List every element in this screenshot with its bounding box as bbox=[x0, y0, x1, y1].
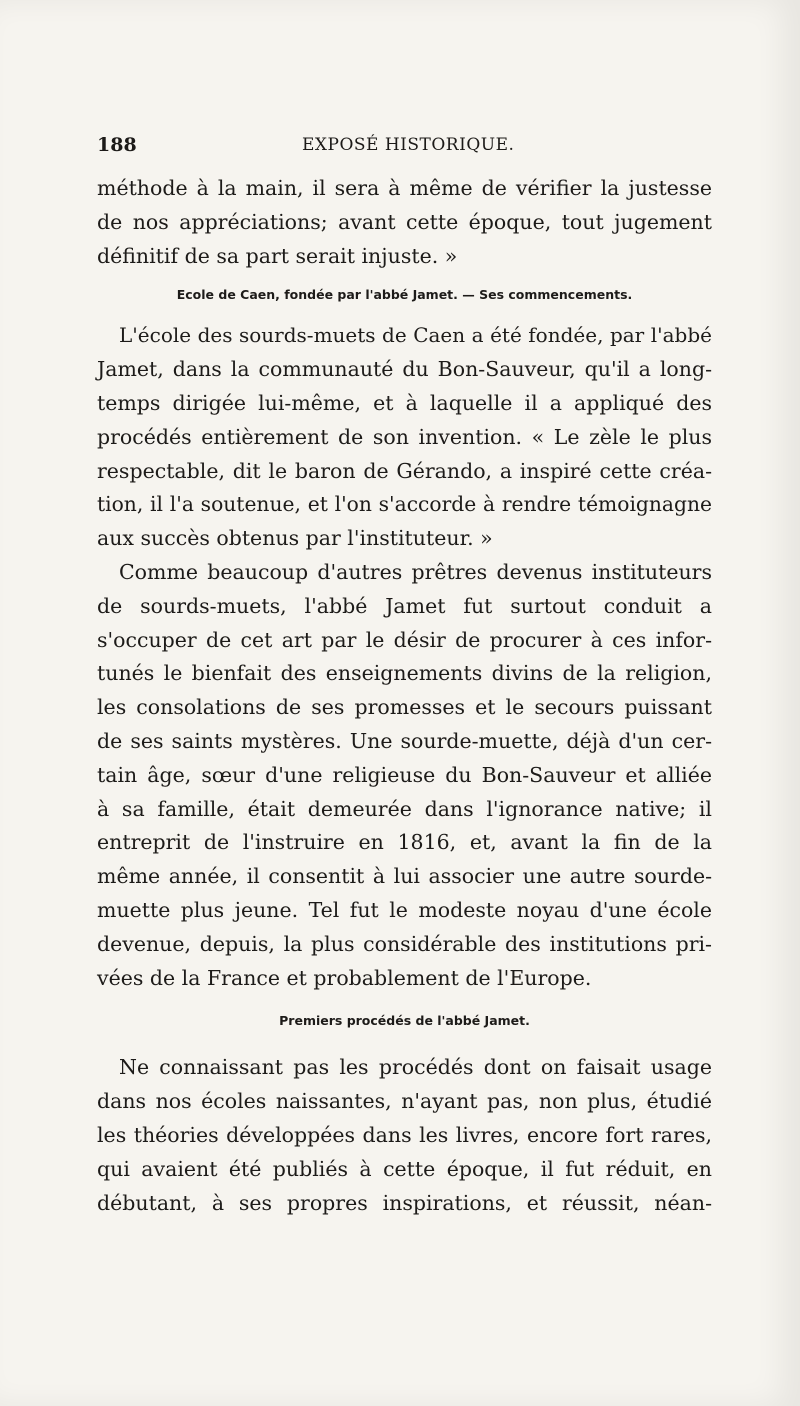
text-line: procédés entièrement de son invention. « Le zèle le plus bbox=[97, 424, 712, 449]
text-line: s'occuper de cet art par le désir de procurer à ces infor- bbox=[97, 627, 712, 652]
text-line: temps dirigée lui-même, et à laquelle il a appliqué des bbox=[97, 390, 712, 415]
running-head: EXPOSÉ HISTORIQUE. bbox=[302, 135, 515, 155]
text-line: Ne connaissant pas les procédés dont on faisait usage bbox=[119, 1055, 712, 1080]
paragraph-3 bbox=[97, 556, 712, 995]
text-line: Jamet, dans la communauté du Bon-Sauveur, qu'il a long- bbox=[97, 357, 712, 382]
text-line: même année, il consentit à lui associer une autre sourde- bbox=[97, 864, 712, 889]
paragraph-2 bbox=[97, 319, 712, 556]
page-header bbox=[97, 134, 710, 162]
paragraph-4 bbox=[97, 1051, 712, 1220]
text-line: méthode à la main, il sera à même de vérifier la justesse bbox=[97, 176, 712, 200]
section-heading-caen: Ecole de Caen, fondée par l'abbé Jamet. — Ses commencements. bbox=[176, 287, 633, 303]
text-line: entreprit de l'instruire en 1816, et, avant la fin de la bbox=[97, 830, 712, 855]
text-line: L'école des sourds-muets de Caen a été fondée, par l'abbé bbox=[119, 323, 712, 348]
paragraph-1 bbox=[97, 172, 712, 273]
text-line: les consolations de ses promesses et le secours puissant bbox=[97, 695, 712, 720]
text-line: Comme beaucoup d'autres prêtres devenus instituteurs bbox=[119, 559, 712, 584]
text-line: vées de la France et probablement de l'Europe. bbox=[97, 965, 592, 990]
text-line: les théories développées dans les livres, encore fort rares, bbox=[97, 1122, 712, 1147]
text-line: muette plus jeune. Tel fut le modeste noyau d'une école bbox=[97, 897, 712, 922]
text-line: tion, il l'a soutenue, et l'on s'accorde à rendre témoignagne bbox=[97, 492, 712, 517]
text-line: qui avaient été publiés à cette époque, il fut réduit, en bbox=[97, 1156, 712, 1181]
text-line: devenue, depuis, la plus considérable des institutions pri- bbox=[97, 931, 712, 956]
section-heading-procedes: Premiers procédés de l'abbé Jamet. bbox=[279, 1013, 530, 1029]
text-line: débutant, à ses propres inspirations, et réussit, néan- bbox=[97, 1190, 712, 1215]
body-text bbox=[97, 172, 712, 1220]
text-line: respectable, dit le baron de Gérando, a inspiré cette créa- bbox=[97, 458, 712, 483]
text-line: de ses saints mystères. Une sourde-muette, déjà d'un cer- bbox=[97, 728, 712, 753]
text-line: de nos appréciations; avant cette époque, tout jugement bbox=[97, 209, 712, 234]
text-line: tunés le bienfait des enseignements divins de la religion, bbox=[97, 661, 712, 686]
page-number: 188 bbox=[97, 134, 137, 156]
text-line: aux succès obtenus par l'instituteur. » bbox=[97, 526, 493, 551]
text-line: tain âge, sœur d'une religieuse du Bon-Sauveur et alliée bbox=[97, 762, 712, 787]
text-line: définitif de sa part serait injuste. » bbox=[97, 243, 458, 268]
text-line: à sa famille, était demeurée dans l'ignorance native; il bbox=[97, 796, 712, 821]
text-line: de sourds-muets, l'abbé Jamet fut surtout conduit a bbox=[97, 593, 712, 618]
text-line: dans nos écoles naissantes, n'ayant pas, non plus, étudié bbox=[97, 1089, 712, 1114]
